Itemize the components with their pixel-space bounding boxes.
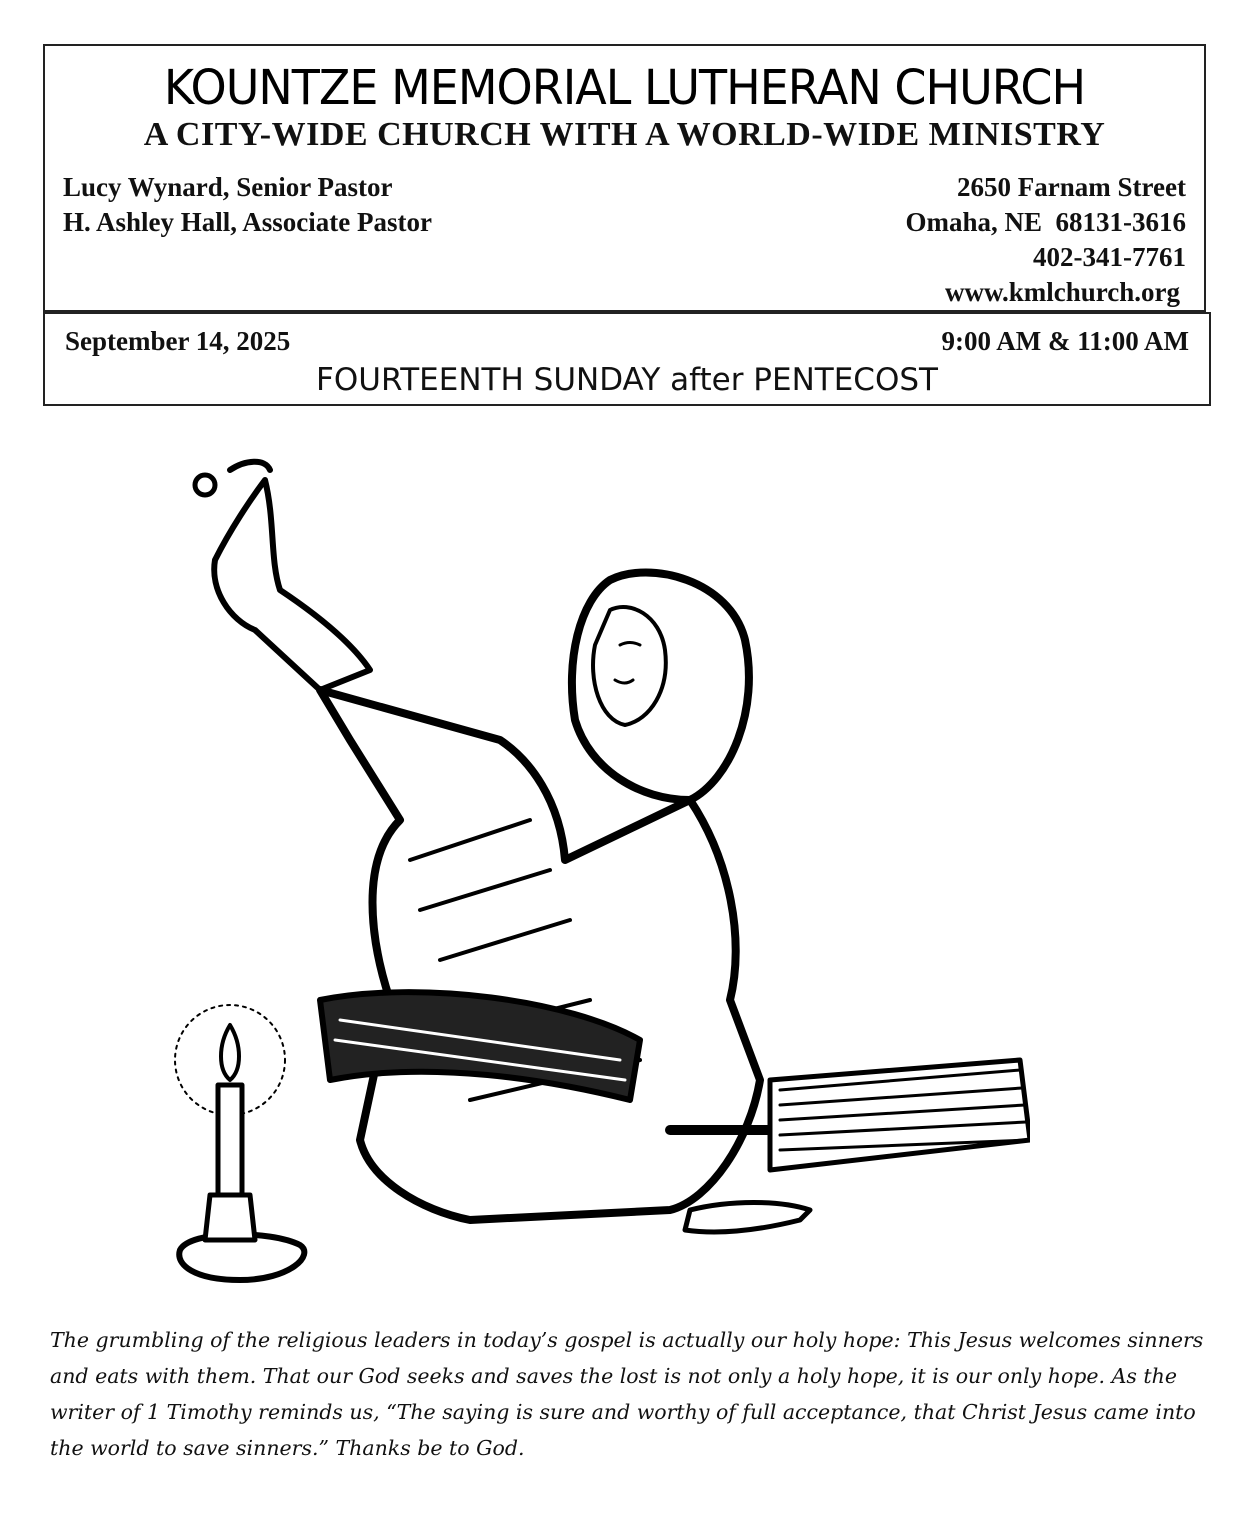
senior-pastor: Lucy Wynard, Senior Pastor [63,172,393,202]
coin-icon [195,475,215,495]
raised-arm [214,480,370,690]
service-info-box [43,312,1211,406]
city-state-zip: Omaha, NE 68131-3616 [905,207,1186,237]
pastor-list [63,170,432,240]
street-address: 2650 Farnam Street [957,172,1186,202]
candle-flame [221,1025,239,1080]
hand-on-floor [685,1203,810,1232]
church-address [905,170,1186,310]
church-name: KOUNTZE MEMORIAL LUTHERAN CHURCH [163,58,1086,116]
church-tagline: A CITY-WIDE CHURCH WITH A WORLD-WIDE MINISTRY [143,116,1106,153]
phone-number: 402-341-7761 [1033,242,1186,272]
website-link[interactable]: www.kmlchurch.org [944,277,1180,307]
broom-bristles [770,1060,1030,1170]
associate-pastor: H. Ashley Hall, Associate Pastor [63,207,432,237]
service-times: 9:00 AM & 11:00 AM [941,326,1189,356]
candle [218,1085,242,1195]
service-date: September 14, 2025 [65,326,291,356]
liturgical-day: FOURTEENTH SUNDAY after PENTECOST [316,362,938,398]
header-box [43,44,1206,312]
gospel-reflection: The grumbling of the religious leaders in today’s gospel is actually our holy hope: This Jesus welcomes sinners and eats with them. That our God seeks and saves the lost is not only a holy hope, it is our only hope. As the writer of 1 Timothy reminds us, “The saying is sure and worthy of full acceptance, that Christ Jesus came into the world to save sinners.” Thanks be to God. [50,1328,1204,1460]
woodcut-illustration [170,440,1030,1300]
